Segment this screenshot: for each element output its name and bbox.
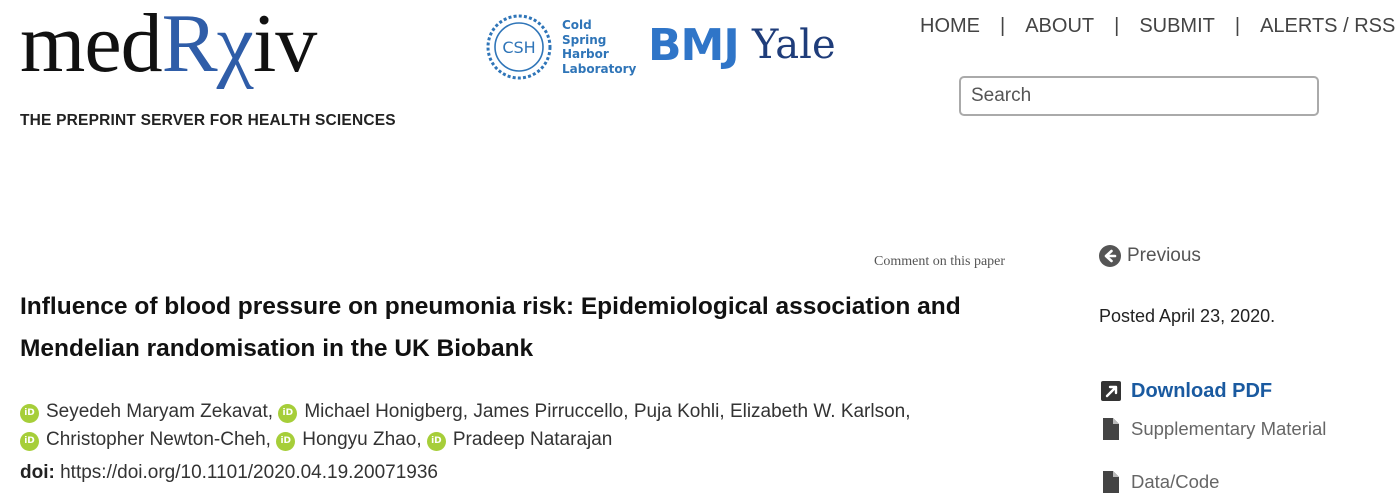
medrxiv-logo[interactable] bbox=[20, 0, 317, 90]
author-name[interactable]: Christopher Newton-Cheh bbox=[46, 429, 266, 450]
csh-wordmark bbox=[562, 18, 636, 76]
data-code-link[interactable] bbox=[1100, 470, 1219, 494]
author-list bbox=[20, 398, 1020, 454]
csh-line: Spring bbox=[562, 32, 607, 47]
csh-line: Harbor bbox=[562, 47, 609, 61]
author-name[interactable]: Michael Honigberg bbox=[304, 401, 463, 422]
author-name[interactable]: Elizabeth W. Karlson bbox=[729, 401, 906, 422]
posted-date: Posted April 23, 2020. bbox=[1099, 306, 1276, 326]
doi-link[interactable]: https://doi.org/10.1101/2020.04.19.20071936 bbox=[60, 462, 438, 483]
doi-label: doi: bbox=[20, 462, 55, 483]
supplementary-label: Supplementary Material bbox=[1131, 418, 1327, 439]
author-item bbox=[427, 429, 613, 450]
yale-logo[interactable]: Yale bbox=[752, 22, 836, 68]
orcid-icon[interactable]: iD bbox=[278, 404, 297, 423]
author-item: iD Christopher Newton-Cheh, bbox=[20, 429, 276, 450]
previous-label: Previous bbox=[1127, 245, 1201, 266]
arrow-left-circle-icon bbox=[1099, 245, 1121, 267]
orcid-icon[interactable]: iD bbox=[276, 432, 295, 451]
supplementary-material-link[interactable] bbox=[1100, 417, 1326, 441]
author-item: Puja Kohli, bbox=[633, 401, 730, 422]
orcid-icon[interactable]: iD bbox=[20, 404, 39, 423]
author-item: iD Seyedeh Maryam Zekavat, bbox=[20, 401, 278, 422]
orcid-icon[interactable]: iD bbox=[20, 432, 39, 451]
site-tagline: THE PREPRINT SERVER FOR HEALTH SCIENCES bbox=[20, 112, 396, 129]
file-icon bbox=[1100, 470, 1122, 494]
nav-separator: | bbox=[1114, 15, 1120, 37]
author-name[interactable]: Hongyu Zhao bbox=[302, 429, 417, 450]
search-input[interactable] bbox=[959, 76, 1319, 116]
author-name[interactable]: Seyedeh Maryam Zekavat bbox=[46, 401, 268, 422]
download-pdf-label: Download PDF bbox=[1131, 379, 1273, 402]
orcid-icon[interactable]: iD bbox=[427, 432, 446, 451]
csh-line: Cold bbox=[562, 18, 592, 32]
previous-link[interactable] bbox=[1099, 245, 1201, 267]
author-item: James Pirruccello, bbox=[473, 401, 634, 422]
csh-logo-icon[interactable] bbox=[484, 12, 554, 82]
download-pdf-link[interactable] bbox=[1100, 379, 1272, 403]
author-name[interactable]: Pradeep Natarajan bbox=[452, 429, 613, 450]
doi-line bbox=[20, 462, 438, 484]
comment-on-paper-link[interactable]: Comment on this paper bbox=[874, 254, 1006, 269]
top-nav bbox=[920, 15, 1395, 38]
csh-line: Laboratory bbox=[562, 61, 637, 76]
author-name[interactable]: James Pirruccello bbox=[473, 401, 624, 422]
file-icon bbox=[1100, 417, 1122, 441]
author-item: iD Michael Honigberg, bbox=[278, 401, 473, 422]
nav-separator: | bbox=[1234, 15, 1241, 37]
nav-alerts[interactable]: ALERTS / RSS bbox=[1260, 15, 1395, 37]
logo-text-rx: Rχ bbox=[161, 0, 253, 90]
nav-home[interactable]: HOME bbox=[920, 15, 980, 37]
data-code-label: Data/Code bbox=[1131, 471, 1220, 492]
author-name[interactable]: Puja Kohli bbox=[633, 401, 720, 422]
logo-text-iv: iv bbox=[252, 0, 317, 90]
nav-submit[interactable]: SUBMIT bbox=[1139, 15, 1215, 37]
author-item: iD Hongyu Zhao, bbox=[276, 429, 427, 450]
bmj-logo[interactable]: BMJ bbox=[648, 20, 739, 71]
article-title: Influence of blood pressure on pneumonia risk: Epidemiological association and Mendelian randomisation in the UK Biobank bbox=[20, 293, 961, 362]
nav-separator: | bbox=[1000, 15, 1006, 37]
external-link-icon bbox=[1100, 379, 1122, 403]
author-item: Elizabeth W. Karlson, bbox=[729, 401, 911, 422]
logo-text-med: med bbox=[20, 0, 162, 90]
nav-about[interactable]: ABOUT bbox=[1025, 15, 1095, 37]
csh-badge-text: CSH bbox=[502, 38, 536, 57]
